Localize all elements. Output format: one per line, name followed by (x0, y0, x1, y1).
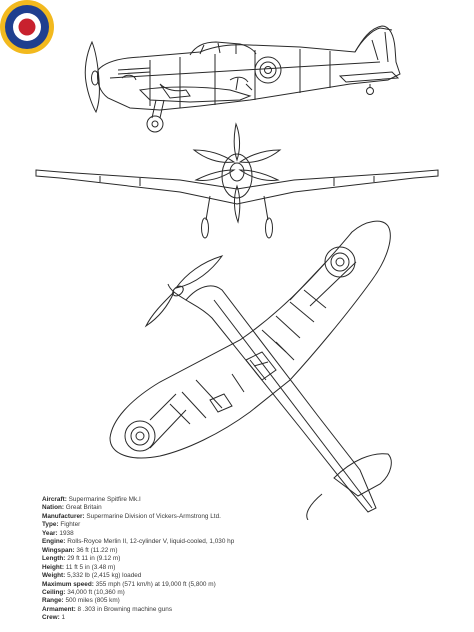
spec-label: Year: (42, 529, 58, 537)
spec-row (42, 606, 372, 614)
spec-label: Engine: (42, 538, 66, 546)
spec-value: 8 .303 in Browning machine guns (77, 605, 173, 613)
spec-label: Nation: (42, 504, 65, 512)
spec-label: Wingspan: (42, 546, 75, 554)
spec-value: 36 ft (11.22 m) (76, 546, 118, 554)
spec-value: Fighter (60, 521, 81, 529)
spec-row (42, 589, 372, 597)
spec-label: Armament: (42, 605, 76, 613)
spec-value: Supermarine Spitfire Mk.I (68, 496, 141, 503)
spec-row (42, 581, 372, 589)
spec-row (42, 555, 372, 563)
spec-row (42, 496, 372, 504)
spec-value: 1938 (59, 529, 74, 537)
spec-row (42, 504, 372, 512)
spec-label: Ceiling: (42, 588, 66, 596)
spec-label: Crew: (42, 614, 60, 622)
spec-value: 355 mph (571 km/h) at 19,000 ft (5,800 m) (95, 580, 216, 588)
spec-label: Range: (42, 597, 64, 605)
spec-value: Rolls-Royce Merlin II, 12-cylinder V, liquid-cooled, 1,030 hp (67, 538, 235, 546)
spec-value: 5,332 lb (2,415 kg) loaded (67, 572, 142, 580)
spec-value: 500 miles (805 km) (65, 597, 120, 605)
spec-row (42, 513, 372, 521)
spec-value: Supermarine Division of Vickers-Armstrong Ltd. (86, 512, 221, 520)
spec-value: 11 ft 5 in (3.48 m) (65, 563, 116, 571)
spec-row (42, 572, 372, 580)
spec-row (42, 597, 372, 605)
spec-row (42, 564, 372, 572)
roundel-icon (0, 0, 54, 54)
spec-value: 1 (61, 614, 66, 622)
spec-label: Manufacturer: (42, 512, 85, 520)
spec-label: Height: (42, 563, 65, 571)
specifications-list (42, 496, 372, 623)
roundel-red-center (19, 19, 36, 36)
spec-label: Weight: (42, 572, 66, 580)
spec-label: Maximum speed: (42, 580, 94, 588)
spec-value: 34,000 ft (10,360 m) (67, 588, 125, 596)
spec-row (42, 521, 372, 529)
spec-label: Type: (42, 521, 59, 529)
spec-row (42, 547, 372, 555)
spec-row (42, 530, 372, 538)
spec-label: Length: (42, 555, 66, 563)
spec-label: Aircraft: (42, 496, 67, 503)
spec-value: 29 ft 11 in (9.12 m) (67, 555, 121, 563)
spec-value: Great Britain (65, 504, 102, 512)
spec-row (42, 538, 372, 546)
spec-row (42, 614, 372, 622)
